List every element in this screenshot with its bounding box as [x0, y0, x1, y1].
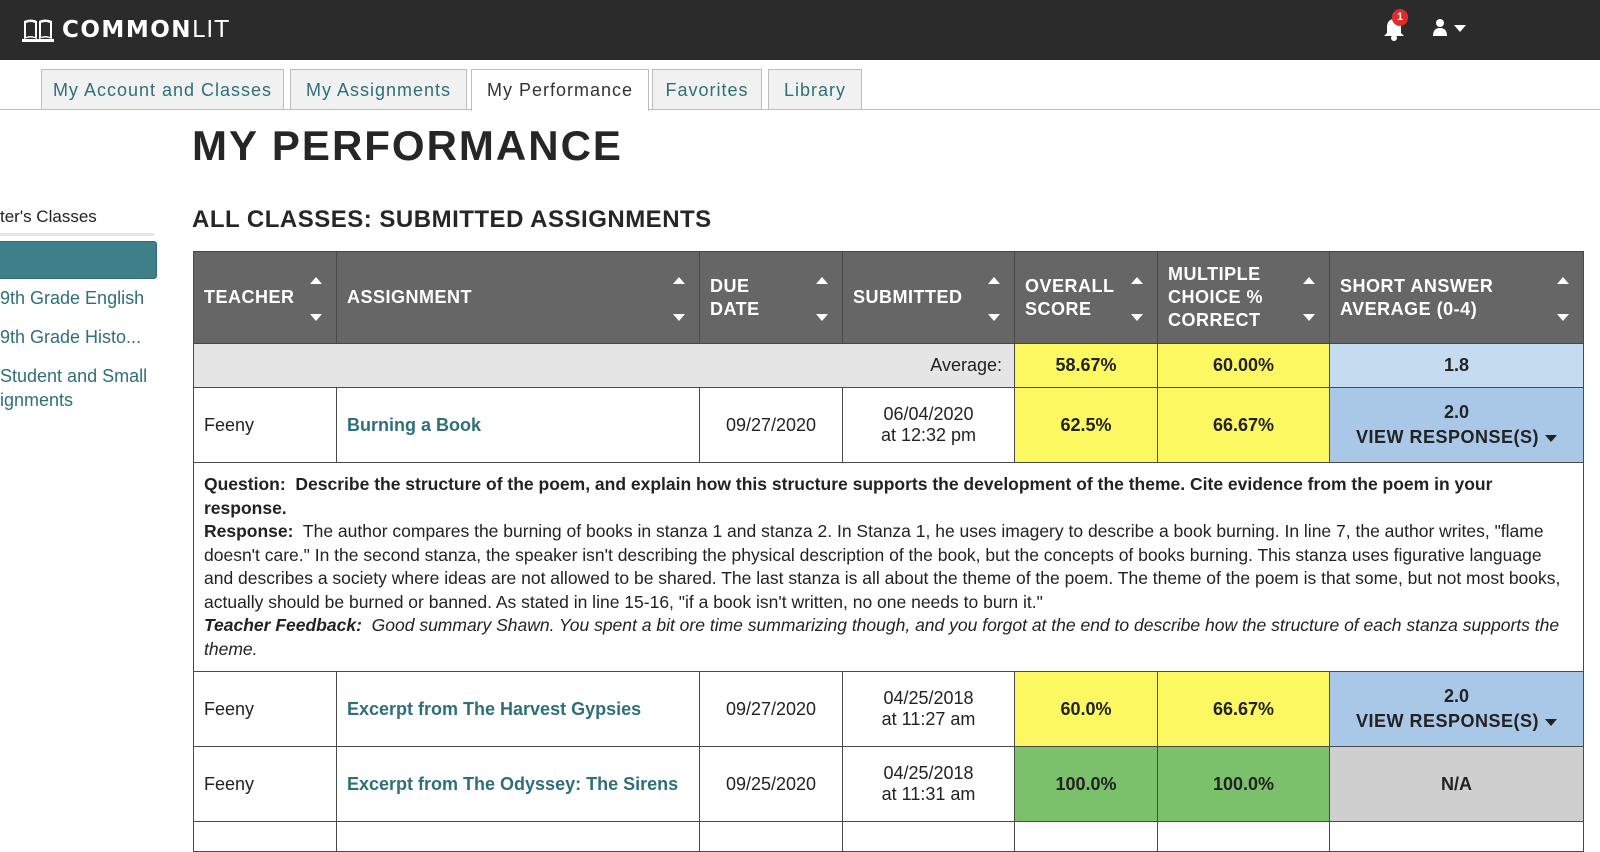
- question-text: Describe the structure of the poem, and explain how this structure supports the development of the theme. Cite evidence from the poem in your response.: [204, 474, 1493, 518]
- table-header-row: [194, 252, 1584, 344]
- caret-down-icon: [1545, 719, 1557, 726]
- sidebar-item-assignments[interactable]: ignments: [0, 390, 74, 410]
- assignment-link[interactable]: Excerpt from The Odyssey: The Sirens: [337, 747, 700, 822]
- short-answer-cell: 2.0 VIEW RESPONSE(S): [1330, 388, 1584, 463]
- top-navbar: [0, 0, 1600, 60]
- average-overall-score: 58.67%: [1015, 344, 1158, 388]
- sidebar-heading: ter's Classes: [0, 207, 154, 236]
- mc-score-cell: 66.67%: [1158, 672, 1330, 747]
- table-row-partial: [194, 822, 1584, 852]
- due-date-cell: 09/27/2020: [700, 388, 843, 463]
- teacher-feedback-label: Teacher Feedback:: [204, 615, 362, 635]
- user-menu[interactable]: [1432, 16, 1466, 42]
- section-title: ALL CLASSES: SUBMITTED ASSIGNMENTS: [192, 206, 712, 233]
- column-header-submitted[interactable]: SUBMITTED: [843, 252, 1015, 344]
- average-short-answer: 1.8: [1330, 344, 1584, 388]
- due-date-cell: 09/27/2020: [700, 672, 843, 747]
- teacher-cell: Feeny: [194, 388, 337, 463]
- overall-score-cell: 60.0%: [1015, 672, 1158, 747]
- chevron-down-icon: [1454, 20, 1466, 38]
- average-mc-score: 60.00%: [1158, 344, 1330, 388]
- average-row: [194, 344, 1584, 388]
- assignment-link[interactable]: Burning a Book: [337, 388, 700, 463]
- column-header-multiple-choice[interactable]: MULTIPLE CHOICE % CORRECT: [1158, 252, 1330, 344]
- column-header-due-date[interactable]: DUE DATE: [700, 252, 843, 344]
- submitted-cell: 04/25/2018 at 11:31 am: [843, 747, 1015, 822]
- sort-icon[interactable]: [1557, 277, 1569, 321]
- sort-icon[interactable]: [816, 277, 828, 321]
- commonlit-logo[interactable]: [22, 14, 230, 46]
- sidebar-item-student-and-small[interactable]: Student and Small: [0, 366, 148, 386]
- feedback-row: [194, 463, 1584, 672]
- teacher-cell: Feeny: [194, 747, 337, 822]
- sidebar-item-9th-grade-history[interactable]: 9th Grade Histo...: [0, 327, 142, 347]
- question-label: Question:: [204, 474, 286, 494]
- logo-text: COMMONLIT: [62, 17, 231, 43]
- sort-icon[interactable]: [988, 277, 1000, 321]
- mc-score-cell: 100.0%: [1158, 747, 1330, 822]
- column-header-overall-score[interactable]: OVERALL SCORE: [1015, 252, 1158, 344]
- feedback-panel: [194, 463, 1584, 672]
- sidebar-item-active[interactable]: [0, 241, 157, 279]
- response-label: Response:: [204, 521, 294, 541]
- book-icon: [22, 17, 54, 43]
- user-icon: [1432, 17, 1448, 42]
- tab-my-account-and-classes[interactable]: My Account and Classes: [41, 69, 284, 109]
- tab-my-assignments[interactable]: My Assignments: [290, 69, 467, 109]
- sidebar-item-9th-grade-english[interactable]: 9th Grade English: [0, 288, 145, 308]
- table-row: [194, 388, 1584, 463]
- column-header-short-answer[interactable]: SHORT ANSWER AVERAGE (0-4): [1330, 252, 1584, 344]
- column-header-teacher[interactable]: TEACHER: [194, 252, 337, 344]
- tab-library[interactable]: Library: [768, 69, 862, 109]
- overall-score-cell: 100.0%: [1015, 747, 1158, 822]
- table-row: [194, 747, 1584, 822]
- table-row: [194, 672, 1584, 747]
- sort-icon[interactable]: [1131, 277, 1143, 321]
- tab-favorites[interactable]: Favorites: [652, 69, 762, 109]
- submitted-cell: 06/04/2020 at 12:32 pm: [843, 388, 1015, 463]
- view-responses-toggle[interactable]: VIEW RESPONSE(S): [1331, 427, 1582, 448]
- caret-down-icon: [1545, 435, 1557, 442]
- view-responses-toggle[interactable]: VIEW RESPONSE(S): [1331, 711, 1582, 732]
- notification-badge: 1: [1392, 9, 1408, 26]
- due-date-cell: 09/25/2020: [700, 747, 843, 822]
- short-answer-cell: 2.0 VIEW RESPONSE(S): [1330, 672, 1584, 747]
- column-header-assignment[interactable]: ASSIGNMENT: [337, 252, 700, 344]
- performance-table: [193, 251, 1584, 852]
- sort-icon[interactable]: [673, 277, 685, 321]
- teacher-feedback-text: Good summary Shawn. You spent a bit ore time summarizing though, and you forgot at the end to describe how the structure of each stanza supports the theme.: [204, 615, 1560, 659]
- short-answer-cell: N/A: [1330, 747, 1584, 822]
- sort-icon[interactable]: [310, 277, 322, 321]
- average-label: Average:: [194, 344, 1015, 388]
- teacher-cell: Feeny: [194, 672, 337, 747]
- overall-score-cell: 62.5%: [1015, 388, 1158, 463]
- response-text: The author compares the burning of books in stanza 1 and stanza 2. In Stanza 1, he uses imagery to describe a book burning. In line 7, the author writes, "flame doesn't care." In the second stanza, the speaker isn't describing the physical description of the book, but the concepts of books burning. This stanza uses figurative language and describes a society where ideas are not allowed to be shared. The last stanza is all about the theme of the poem. The theme of the poem is that some, but not most books, actually should be burned or banned. As stated in line 15-16, "if a book isn't written, no one needs to burn it.": [204, 521, 1561, 612]
- tab-my-performance[interactable]: My Performance: [471, 69, 649, 111]
- mc-score-cell: 66.67%: [1158, 388, 1330, 463]
- submitted-cell: 04/25/2018 at 11:27 am: [843, 672, 1015, 747]
- assignment-link[interactable]: Excerpt from The Harvest Gypsies: [337, 672, 700, 747]
- sort-icon[interactable]: [1303, 277, 1315, 321]
- page-title: MY PERFORMANCE: [192, 122, 623, 169]
